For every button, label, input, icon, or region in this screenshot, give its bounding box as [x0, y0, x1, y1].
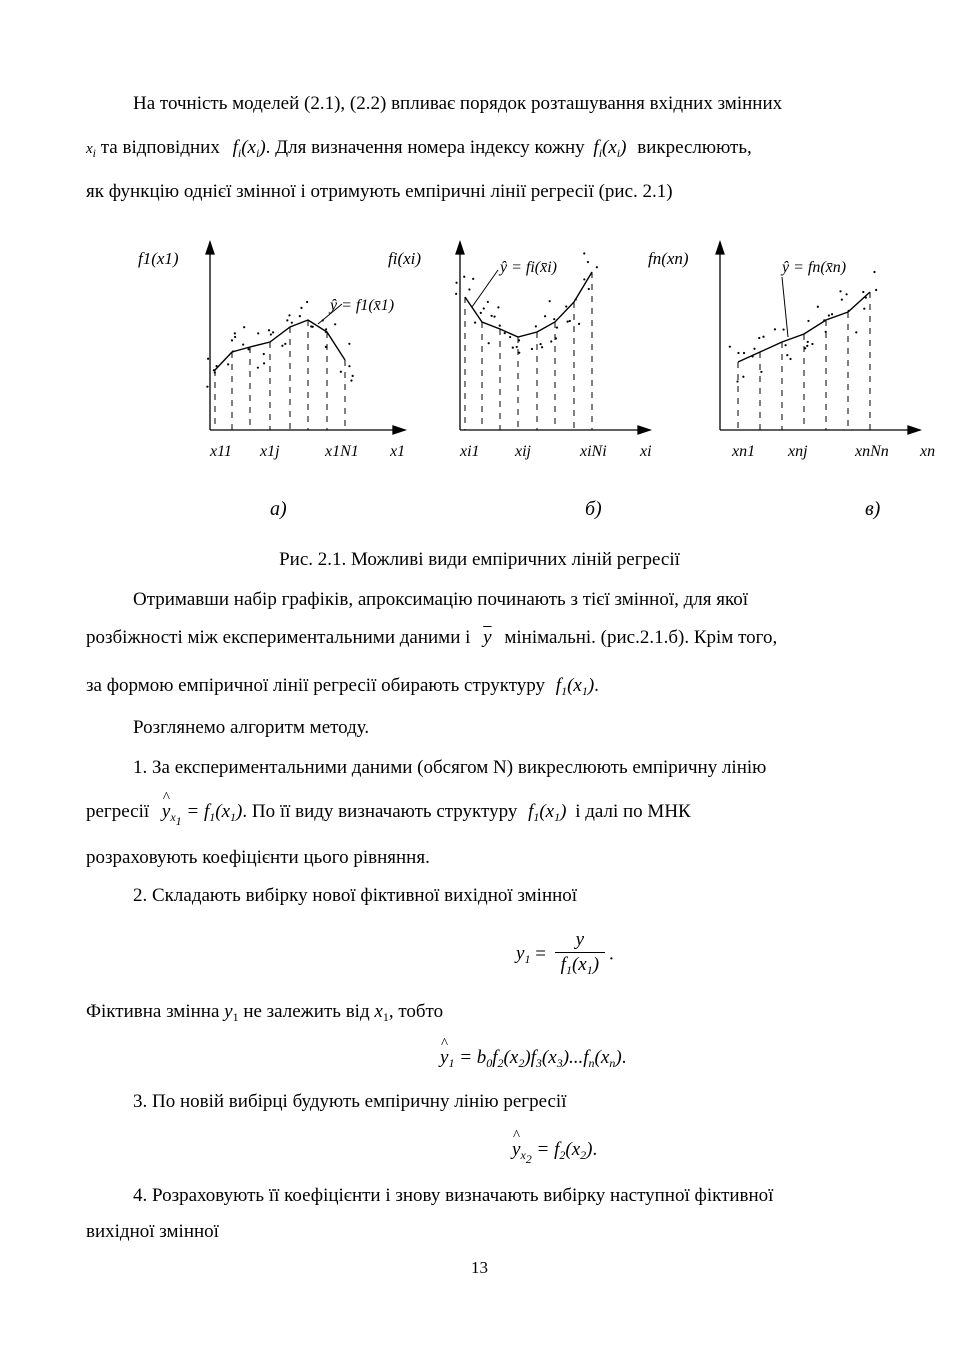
data-point [846, 293, 848, 295]
data-point [207, 358, 209, 360]
tick-label: xij [515, 443, 531, 460]
step4-line2: вихідної змінної [86, 1221, 219, 1242]
data-point [216, 365, 218, 367]
data-point [760, 371, 762, 373]
y-axis-label: fi(xi) [388, 249, 422, 268]
data-point [497, 306, 499, 308]
data-point [736, 380, 738, 382]
tick-label: x1j [260, 443, 280, 460]
data-point [325, 328, 327, 330]
data-point [263, 353, 265, 355]
panel-label: в) [865, 498, 881, 520]
data-point [268, 329, 270, 331]
data-point [231, 339, 233, 341]
data-point [509, 336, 511, 338]
data-point [306, 301, 308, 303]
data-point [474, 322, 476, 324]
data-point [751, 355, 753, 357]
data-point [831, 313, 833, 315]
data-point [588, 288, 590, 290]
data-point [468, 288, 470, 290]
step1-line1: 1. За експериментальними даними (обсягом N) викреслюють емпіричну лінію [133, 757, 767, 778]
data-point [247, 348, 249, 350]
data-point [257, 332, 259, 334]
data-point [556, 326, 558, 328]
data-point [214, 372, 216, 374]
data-point [348, 365, 350, 367]
regression-line [465, 272, 592, 337]
data-point [544, 315, 546, 317]
data-point [839, 290, 841, 292]
axis-name: x1 [390, 443, 406, 460]
data-point [310, 325, 312, 327]
data-point [823, 319, 825, 321]
axis-name: xi [640, 443, 652, 460]
data-point [455, 293, 457, 295]
data-point [490, 315, 492, 317]
data-point [786, 354, 788, 356]
data-point [463, 276, 465, 278]
data-point [243, 326, 245, 328]
data-point [234, 336, 236, 338]
data-point [865, 296, 867, 298]
x-axis-arrow [393, 426, 405, 434]
data-point [340, 371, 342, 373]
data-point [213, 369, 215, 371]
data-point [493, 316, 495, 318]
data-point [569, 320, 571, 322]
data-point [206, 386, 208, 388]
data-point [587, 261, 589, 263]
formula-y1-hat: ^ $y_1 = b_0f_2(x_2)f_3(x_3)...f_n(x_n)$. [440, 1046, 760, 1075]
para2-line2: розбіжності між експериментальними даними і $\overline{y}$ мінімальні. (рис.2.1.б). Крім того, [86, 627, 778, 648]
data-point [753, 348, 755, 350]
step4-line1: 4. Розраховують її коефіцієнти і знову визначають вибірку наступної фіктивної [133, 1185, 774, 1206]
data-point [270, 333, 272, 335]
data-point [535, 325, 537, 327]
panel-label: б) [585, 498, 602, 520]
data-point [300, 307, 302, 309]
data-point [531, 348, 533, 350]
page-number: 13 [471, 1258, 488, 1277]
data-point [232, 350, 234, 352]
data-point [862, 291, 864, 293]
para1-line1: На точність моделей (2.1), (2.2) впливає порядок розташування вхідних змінних [133, 93, 783, 114]
para2-line1: Отримавши набір графіків, апроксимацію починають з тієї змінної, для якої [133, 589, 749, 610]
data-point [350, 380, 352, 382]
data-point [848, 310, 850, 312]
data-point [272, 331, 274, 333]
data-point [567, 321, 569, 323]
tick-label: x11 [210, 443, 232, 460]
data-point [789, 358, 791, 360]
step3: 3. По новій вибірці будують емпіричну лінію регресії [133, 1091, 567, 1112]
data-point [334, 323, 336, 325]
step2: 2. Складають вибірку нової фіктивної вихідної змінної [133, 885, 578, 906]
panel-label: а) [270, 498, 287, 520]
data-point [863, 308, 865, 310]
formula-y1: $y_1$ = $\frac{y}{f_1(x_1)}$ . [516, 929, 614, 977]
data-point [807, 341, 809, 343]
data-point [817, 306, 819, 308]
data-point [555, 337, 557, 339]
data-point [325, 346, 327, 348]
tick-label: xi1 [460, 443, 480, 460]
formula-yx2: ^ $y_{x_2} = f_2(x_2)$. [512, 1138, 712, 1171]
data-point [737, 352, 739, 354]
data-point [352, 375, 354, 377]
data-point [234, 332, 236, 334]
tick-label: xn1 [732, 443, 756, 460]
data-point [774, 328, 776, 330]
y-axis-arrow [716, 242, 724, 254]
tick-label: xnj [788, 443, 808, 460]
data-point [227, 363, 229, 365]
data-point [257, 367, 259, 369]
data-point [806, 345, 808, 347]
para1-line3: як функцію однієї змінної і отримують емпіричні лінії регресії (рис. 2.1) [86, 181, 673, 202]
data-point [263, 362, 265, 364]
tick-label: x1N1 [325, 443, 359, 460]
data-point [758, 337, 760, 339]
step1-line3: розраховують коефіцієнти цього рівняння. [86, 847, 430, 868]
data-point [549, 300, 551, 302]
data-point [288, 314, 290, 316]
data-point [480, 312, 482, 314]
data-point [518, 339, 520, 341]
data-point [841, 299, 843, 301]
data-point [488, 342, 490, 344]
figure-caption: Рис. 2.1. Можливі види емпіричних ліній регресії [279, 549, 680, 570]
data-point [499, 325, 501, 327]
data-point [804, 347, 806, 349]
y-axis-arrow [206, 242, 214, 254]
data-point [242, 343, 244, 345]
regression-figure [120, 232, 950, 522]
data-point [828, 314, 830, 316]
data-point [284, 343, 286, 345]
data-point [483, 307, 485, 309]
tick-label: xiNi [580, 443, 607, 460]
data-point [472, 278, 474, 280]
data-point [873, 271, 875, 273]
data-point [811, 343, 813, 345]
x-axis-arrow [638, 426, 650, 434]
data-point [575, 298, 577, 300]
data-point [487, 301, 489, 303]
curve-label: ŷ = fi(x̄i) [500, 259, 557, 276]
para2-line3: за формою емпіричної лінії регресії обирають структуру $f_1(x_1)$. [86, 675, 599, 698]
data-point [541, 346, 543, 348]
data-point [516, 346, 518, 348]
data-point [565, 305, 567, 307]
data-point [325, 331, 327, 333]
data-point [762, 336, 764, 338]
data-point [286, 319, 288, 321]
data-point [875, 289, 877, 291]
data-point [348, 343, 350, 345]
data-point [281, 345, 283, 347]
data-point [785, 344, 787, 346]
para1-line2: $x_i$ та відповідних $f_i(x_i)$. Для визначення номера індексу кожну $f_i(x_i)$ викреслюють, [86, 137, 752, 160]
data-point [512, 347, 514, 349]
curve-label: ŷ = fn(x̄n) [782, 259, 847, 276]
data-point [596, 266, 598, 268]
data-point [455, 282, 457, 284]
data-point [299, 315, 301, 317]
axis-name: xn [920, 443, 936, 460]
x-axis-arrow [908, 426, 920, 434]
data-point [855, 331, 857, 333]
fict-line: Фіктивна змінна $y_1$ не залежить від $x_1$, тобто [86, 1001, 444, 1024]
data-point [583, 252, 585, 254]
data-point [578, 323, 580, 325]
data-point [518, 352, 520, 354]
y-axis-label: fn(xn) [648, 249, 689, 268]
data-point [729, 346, 731, 348]
data-point [583, 278, 585, 280]
panel-1 [206, 242, 405, 434]
label-pointer [782, 277, 788, 337]
data-point [504, 332, 506, 334]
label-pointer [472, 270, 498, 307]
curve-label: ŷ = f1(x̄1) [330, 297, 395, 314]
regression-line [215, 320, 345, 370]
step1-line2: регресії ^ $y_{x_1} = f_1(x_1)$. По її виду визначають структуру $f_1(x_1)$ і далі по МНК [86, 800, 916, 833]
data-point [743, 352, 745, 354]
data-point [553, 318, 555, 320]
para3: Розглянемо алгоритм методу. [133, 717, 370, 738]
data-point [825, 331, 827, 333]
data-point [742, 376, 744, 378]
data-point [782, 328, 784, 330]
data-point [807, 320, 809, 322]
y-axis-arrow [456, 242, 464, 254]
data-point [291, 322, 293, 324]
tick-label: xnNn [855, 443, 889, 460]
data-point [550, 340, 552, 342]
y-axis-label: f1(x1) [138, 249, 179, 268]
data-point [539, 343, 541, 345]
